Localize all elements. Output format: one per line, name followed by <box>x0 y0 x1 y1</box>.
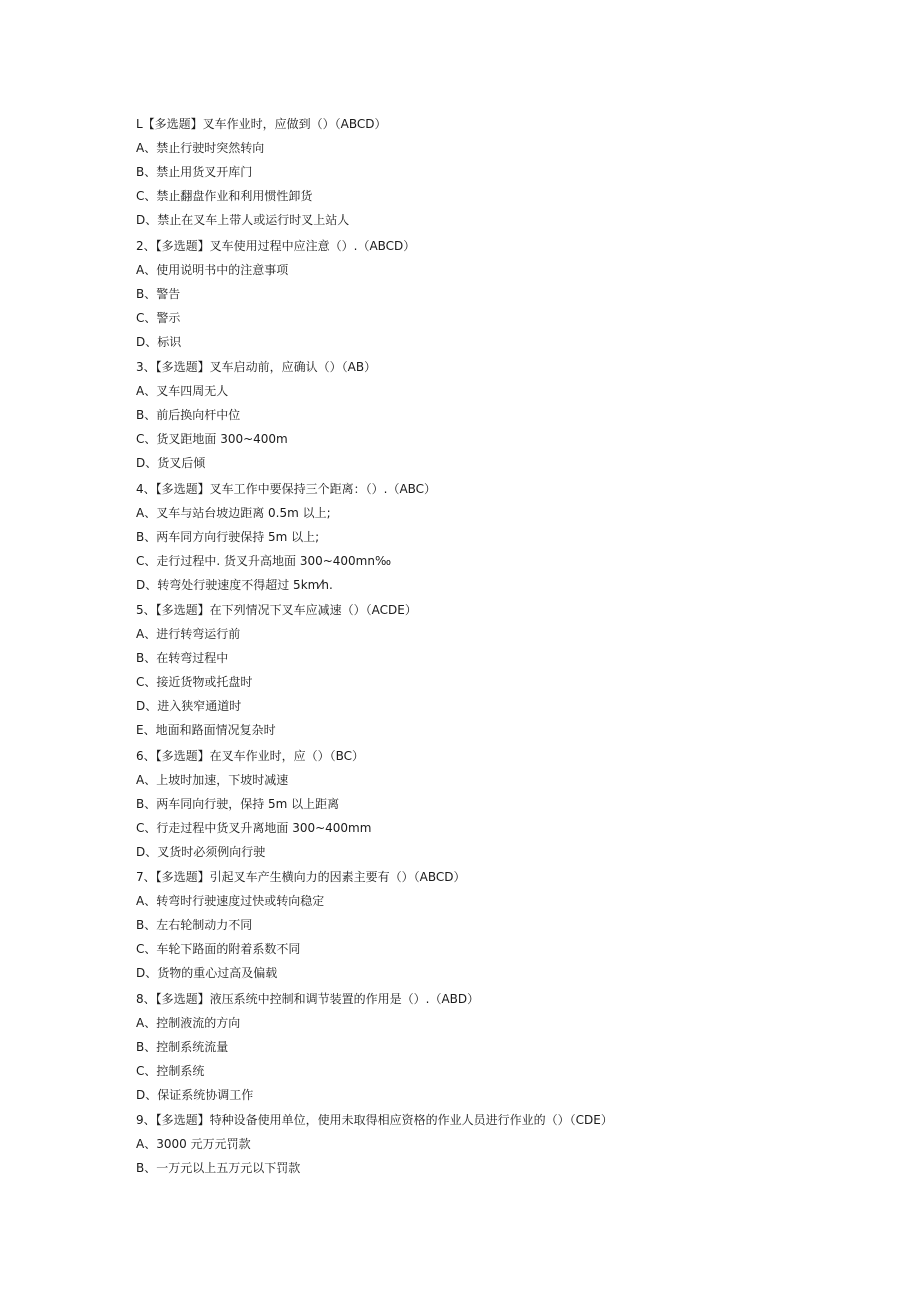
answer-option: A、叉车与站台坡边距离 0.5m 以上; <box>136 505 331 520</box>
question-block <box>136 865 876 985</box>
document-body <box>136 112 876 1180</box>
question-stem: 2、【多选题】叉车使用过程中应注意（）.（ABCD） <box>136 238 416 253</box>
question-stem: 4、【多选题】叉车工作中要保持三个距离：（）.（ABC） <box>136 481 437 496</box>
answer-option: B、禁止用货叉开库门 <box>136 165 253 179</box>
question-stem: 6、【多选题】在叉车作业时，应（）（BC） <box>136 748 365 763</box>
answer-option: D、标识 <box>136 334 182 349</box>
answer-option: B、警告 <box>136 286 181 301</box>
answer-option: A、上坡时加速，下坡时减速 <box>136 772 289 787</box>
answer-option: D、转弯处行驶速度不得超过 5km⁄h. <box>136 577 333 592</box>
answer-option: C、行走过程中货叉升离地面 300~400mm <box>136 820 372 835</box>
question-stem: 8、【多选题】液压系统中控制和调节装置的作用是（）.（ABD） <box>136 991 480 1006</box>
answer-option: A、禁止行驶时突然转向 <box>136 141 265 155</box>
answer-option: C、接近货物或托盘时 <box>136 675 253 689</box>
answer-option: B、在转弯过程中 <box>136 651 229 665</box>
answer-option: D、货叉后倾 <box>136 456 206 470</box>
answer-option: A、转弯时行驶速度过快或转向稳定 <box>136 894 325 908</box>
answer-option: C、控制系统 <box>136 1063 205 1078</box>
answer-option: D、叉货时必须例向行驶 <box>136 844 266 859</box>
answer-option: A、3000 元万元罚款 <box>136 1137 251 1151</box>
question-stem: L【多选题】叉车作业时，应做到（）（ABCD） <box>136 117 387 131</box>
question-stem: 7、【多选题】引起叉车产生横向力的因素主要有（）（ABCD） <box>136 870 466 884</box>
answer-option: D、禁止在叉车上带人或运行时叉上站人 <box>136 213 350 227</box>
answer-option: A、控制液流的方向 <box>136 1015 241 1030</box>
question-stem: 9、【多选题】特种设备使用单位，使用未取得相应资格的作业人员进行作业的（）（CDE） <box>136 1113 613 1127</box>
question-block <box>136 598 876 742</box>
answer-option: D、进入狭窄通道时 <box>136 699 242 713</box>
answer-option: B、两车同方向行驶保持 5m 以上; <box>136 529 320 544</box>
answer-option: C、禁止翻盘作业和利用惯性卸货 <box>136 189 313 203</box>
answer-option: E、地面和路面情况复杂时 <box>136 723 276 737</box>
answer-option: C、警示 <box>136 310 181 325</box>
question-block <box>136 234 876 354</box>
answer-option: B、前后换向杆中位 <box>136 408 241 422</box>
answer-option: B、控制系统流量 <box>136 1039 229 1054</box>
answer-option: C、货叉距地面 300~400m <box>136 432 288 446</box>
answer-option: C、走行过程中. 货叉升高地面 300~400mn‰ <box>136 553 392 568</box>
answer-option: B、一万元以上五万元以下罚款 <box>136 1161 301 1175</box>
answer-option: D、货物的重心过高及偏载 <box>136 966 278 980</box>
question-block <box>136 987 876 1107</box>
question-stem: 3、【多选题】叉车启动前，应确认（）（AB） <box>136 360 377 374</box>
answer-option: C、车轮下路面的附着系数不同 <box>136 942 301 956</box>
answer-option: A、使用说明书中的注意事项 <box>136 262 289 277</box>
answer-option: A、叉车四周无人 <box>136 384 229 398</box>
answer-option: B、左右轮制动力不同 <box>136 918 253 932</box>
question-block <box>136 112 876 232</box>
answer-option: D、保证系统协调工作 <box>136 1087 254 1102</box>
question-block <box>136 744 876 864</box>
answer-option: A、进行转弯运行前 <box>136 627 241 641</box>
question-block <box>136 355 876 475</box>
answer-option: B、两车同向行驶，保持 5m 以上距离 <box>136 796 340 811</box>
question-stem: 5、【多选题】在下列情况下叉车应减速（）（ACDE） <box>136 603 417 617</box>
question-block <box>136 1108 876 1180</box>
question-block <box>136 477 876 597</box>
